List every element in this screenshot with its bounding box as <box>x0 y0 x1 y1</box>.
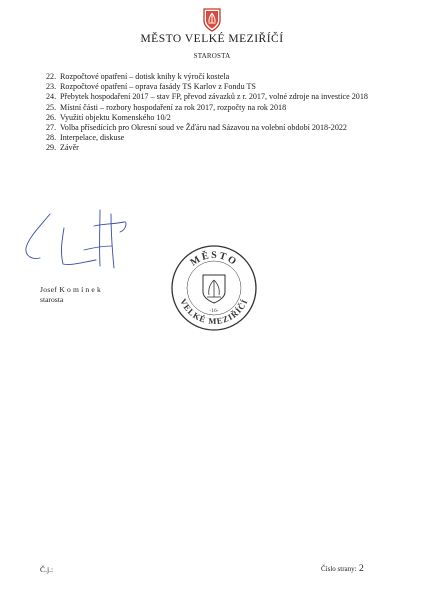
svg-text:MĚSTO <box>188 249 239 268</box>
page-number: 2 <box>359 563 364 574</box>
agenda-item-number: 29. <box>46 143 57 153</box>
agenda-item-number: 26. <box>46 112 57 122</box>
agenda-item-text: Místní části – rozbory hospodaření za rok 2017, rozpočty na rok 2018 <box>60 102 287 112</box>
signer-first-name: Josef <box>40 285 58 294</box>
stamp-top-text: MĚSTO <box>188 249 240 269</box>
agenda-item <box>46 133 386 143</box>
agenda-item-number: 28. <box>46 133 57 143</box>
handwritten-signature <box>20 208 132 274</box>
town-name: MĚSTO VELKÉ MEZIŘÍČÍ <box>140 33 284 45</box>
agenda-item <box>46 143 386 153</box>
agenda-item-number: 25. <box>46 102 57 112</box>
signature-block <box>40 285 103 305</box>
official-stamp <box>170 244 258 332</box>
agenda-item-number: 23. <box>46 82 57 92</box>
agenda-item-text: Přebytek hospodaření 2017 – stav FP, převod závazků z r. 2017, volné zdroje na investice 2018 <box>60 92 368 102</box>
agenda-item <box>46 123 386 133</box>
agenda-item-number: 24. <box>46 92 57 102</box>
agenda-item-number: 22. <box>46 72 57 81</box>
reference-number-label: Č.j.: <box>40 565 54 574</box>
agenda-item-number: 27. <box>46 123 57 133</box>
signer-name <box>40 285 103 295</box>
agenda-item <box>46 72 386 82</box>
agenda-item <box>46 113 386 123</box>
agenda-item <box>46 92 386 102</box>
signer-surname: Komínek <box>59 285 103 294</box>
agenda-item-text: Rozpočtové opatření – dotisk knihy k výročí kostela <box>60 72 230 81</box>
agenda-item-text: Využití objektu Komenského 10/2 <box>60 112 171 122</box>
agenda-item <box>46 103 386 113</box>
stamp-bottom-text: VELKÉ MEZIŘÍČÍ <box>178 297 250 327</box>
agenda-item-text: Volba přísedících pro Okresní soud ve Žďáru nad Sázavou na volební období 2018-2022 <box>60 123 347 133</box>
agenda-item-text: Interpelace, diskuse <box>60 133 125 143</box>
coat-of-arms-icon <box>203 8 221 32</box>
signer-title: starosta <box>40 295 64 304</box>
letterhead-role: STAROSTA <box>193 52 231 60</box>
stamp-shield-icon <box>203 275 225 303</box>
agenda-item <box>46 82 386 92</box>
stamp-number: -16- <box>209 308 219 314</box>
page-number-label: Číslo strany: <box>321 565 357 573</box>
agenda-item-text: Závěr <box>60 143 79 153</box>
agenda-list <box>46 72 386 154</box>
agenda-item-text: Rozpočtové opatření – oprava fasády TS Karlov z Fondu TS <box>60 82 256 92</box>
